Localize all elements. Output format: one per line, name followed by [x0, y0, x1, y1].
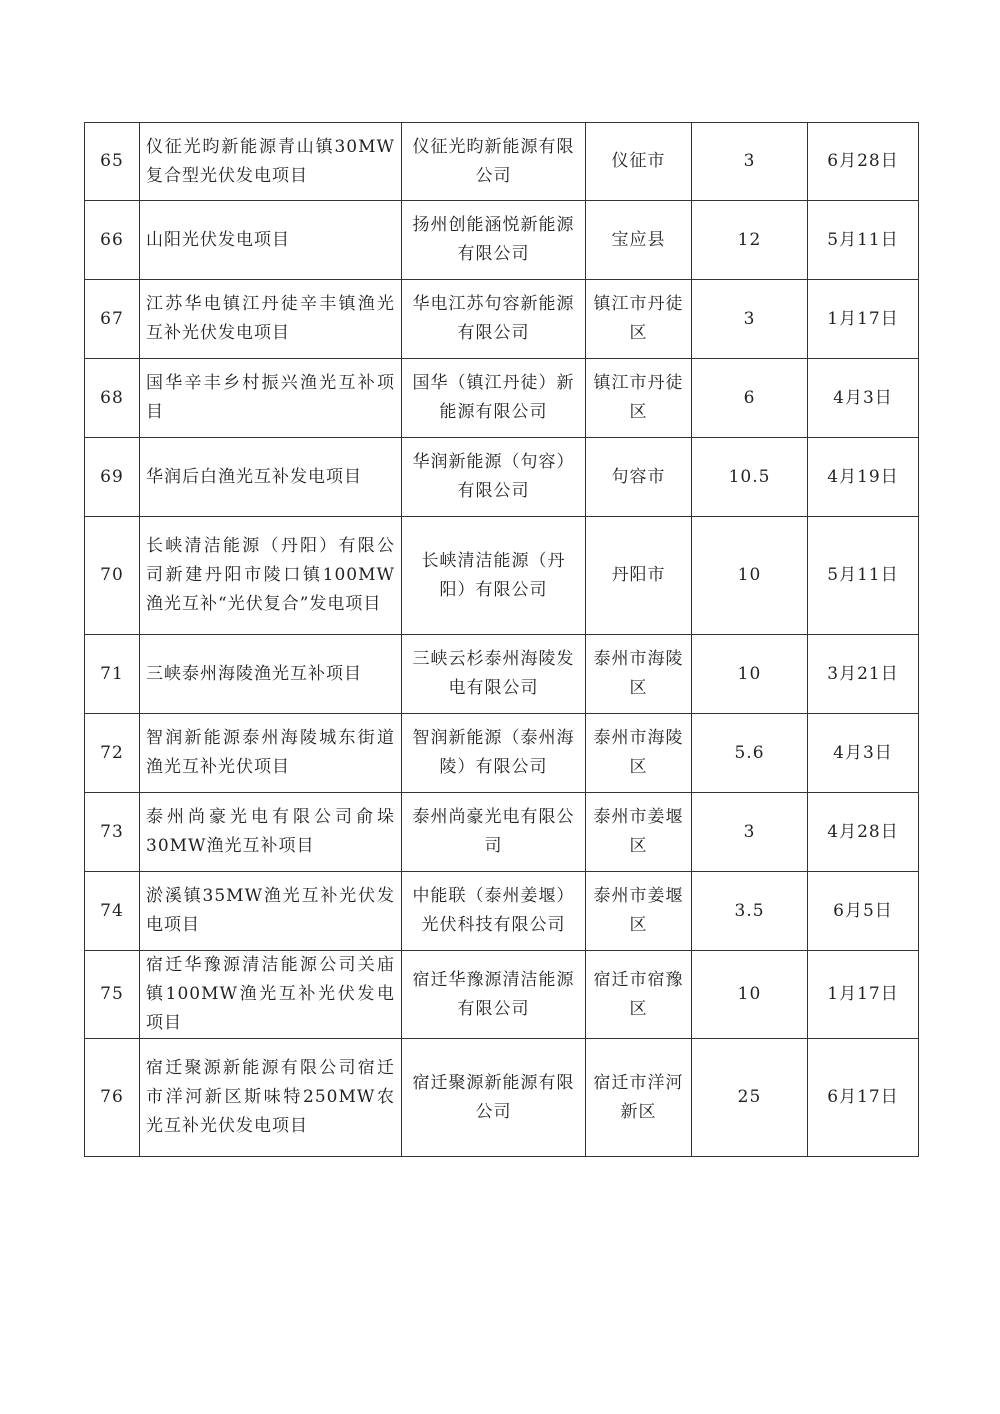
region-cell: 丹阳市: [586, 517, 692, 635]
project-name-cell: 华润后白渔光互补发电项目: [140, 438, 402, 517]
date-cell: 4月3日: [808, 359, 919, 438]
date-cell: 6月28日: [808, 123, 919, 201]
row-number-cell: 67: [85, 280, 140, 359]
company-name-cell: 中能联（泰州姜堰）光伏科技有限公司: [402, 872, 586, 951]
company-name-cell: 长峡清洁能源（丹阳）有限公司: [402, 517, 586, 635]
row-number-cell: 71: [85, 635, 140, 714]
date-cell: 1月17日: [808, 951, 919, 1039]
region-cell: 宿迁市洋河新区: [586, 1039, 692, 1157]
region-cell: 镇江市丹徒区: [586, 359, 692, 438]
table-row: [85, 201, 919, 280]
capacity-cell: 3.5: [692, 872, 808, 951]
project-name-cell: 山阳光伏发电项目: [140, 201, 402, 280]
table-row: [85, 714, 919, 793]
date-cell: 3月21日: [808, 635, 919, 714]
table-row: [85, 1039, 919, 1157]
table-row: [85, 280, 919, 359]
company-name-cell: 宿迁聚源新能源有限公司: [402, 1039, 586, 1157]
region-cell: 泰州市海陵区: [586, 714, 692, 793]
capacity-cell: 6: [692, 359, 808, 438]
capacity-cell: 3: [692, 280, 808, 359]
region-cell: 宝应县: [586, 201, 692, 280]
project-table-body: [85, 123, 919, 1157]
project-name-cell: 泰州尚豪光电有限公司俞垛30MW渔光互补项目: [140, 793, 402, 872]
date-cell: 6月5日: [808, 872, 919, 951]
row-number-cell: 74: [85, 872, 140, 951]
table-row: [85, 872, 919, 951]
capacity-cell: 10: [692, 517, 808, 635]
row-number-cell: 65: [85, 123, 140, 201]
region-cell: 宿迁市宿豫区: [586, 951, 692, 1039]
row-number-cell: 73: [85, 793, 140, 872]
capacity-cell: 3: [692, 793, 808, 872]
date-cell: 5月11日: [808, 517, 919, 635]
table-row: [85, 438, 919, 517]
region-cell: 泰州市海陵区: [586, 635, 692, 714]
region-cell: 泰州市姜堰区: [586, 793, 692, 872]
project-name-cell: 智润新能源泰州海陵城东街道渔光互补光伏项目: [140, 714, 402, 793]
project-name-cell: 仪征光昀新能源青山镇30MW复合型光伏发电项目: [140, 123, 402, 201]
project-name-cell: 宿迁聚源新能源有限公司宿迁市洋河新区斯味特250MW农光互补光伏发电项目: [140, 1039, 402, 1157]
region-cell: 镇江市丹徒区: [586, 280, 692, 359]
capacity-cell: 25: [692, 1039, 808, 1157]
capacity-cell: 12: [692, 201, 808, 280]
row-number-cell: 72: [85, 714, 140, 793]
project-name-cell: 淤溪镇35MW渔光互补光伏发电项目: [140, 872, 402, 951]
project-name-cell: 长峡清洁能源（丹阳）有限公司新建丹阳市陵口镇100MW渔光互补“光伏复合”发电项目: [140, 517, 402, 635]
company-name-cell: 仪征光昀新能源有限公司: [402, 123, 586, 201]
company-name-cell: 华润新能源（句容）有限公司: [402, 438, 586, 517]
region-cell: 仪征市: [586, 123, 692, 201]
region-cell: 泰州市姜堰区: [586, 872, 692, 951]
project-name-cell: 三峡泰州海陵渔光互补项目: [140, 635, 402, 714]
table-row: [85, 123, 919, 201]
company-name-cell: 三峡云杉泰州海陵发电有限公司: [402, 635, 586, 714]
table-row: [85, 635, 919, 714]
company-name-cell: 宿迁华豫源清洁能源有限公司: [402, 951, 586, 1039]
capacity-cell: 10: [692, 951, 808, 1039]
capacity-cell: 3: [692, 123, 808, 201]
table-row: [85, 517, 919, 635]
row-number-cell: 66: [85, 201, 140, 280]
company-name-cell: 智润新能源（泰州海陵）有限公司: [402, 714, 586, 793]
capacity-cell: 10: [692, 635, 808, 714]
row-number-cell: 75: [85, 951, 140, 1039]
region-cell: 句容市: [586, 438, 692, 517]
row-number-cell: 76: [85, 1039, 140, 1157]
date-cell: 5月11日: [808, 201, 919, 280]
date-cell: 4月28日: [808, 793, 919, 872]
date-cell: 1月17日: [808, 280, 919, 359]
company-name-cell: 华电江苏句容新能源有限公司: [402, 280, 586, 359]
row-number-cell: 70: [85, 517, 140, 635]
table-row: [85, 359, 919, 438]
row-number-cell: 68: [85, 359, 140, 438]
table-row: [85, 793, 919, 872]
date-cell: 6月17日: [808, 1039, 919, 1157]
company-name-cell: 国华（镇江丹徒）新能源有限公司: [402, 359, 586, 438]
project-table: [84, 122, 919, 1157]
date-cell: 4月19日: [808, 438, 919, 517]
capacity-cell: 5.6: [692, 714, 808, 793]
company-name-cell: 扬州创能涵悦新能源有限公司: [402, 201, 586, 280]
date-cell: 4月3日: [808, 714, 919, 793]
company-name-cell: 泰州尚豪光电有限公司: [402, 793, 586, 872]
project-name-cell: 江苏华电镇江丹徒辛丰镇渔光互补光伏发电项目: [140, 280, 402, 359]
project-name-cell: 国华辛丰乡村振兴渔光互补项目: [140, 359, 402, 438]
row-number-cell: 69: [85, 438, 140, 517]
table-row: [85, 951, 919, 1039]
project-name-cell: 宿迁华豫源清洁能源公司关庙镇100MW渔光互补光伏发电项目: [140, 951, 402, 1039]
capacity-cell: 10.5: [692, 438, 808, 517]
